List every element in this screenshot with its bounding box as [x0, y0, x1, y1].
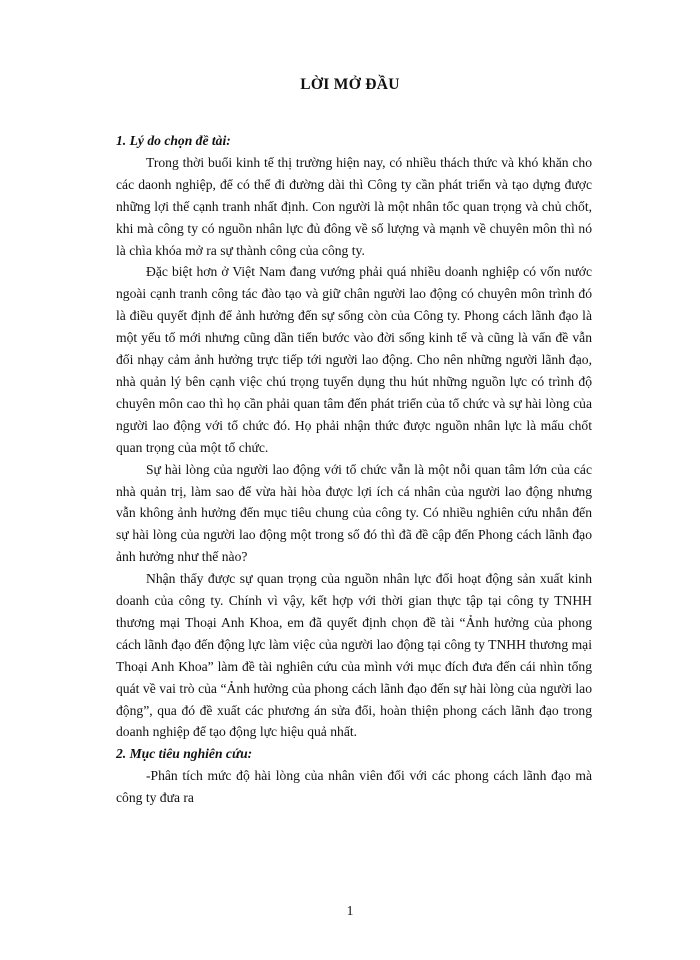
paragraph: Sự hài lòng của người lao động với tổ chức vẫn là một nỗi quan tâm lớn của các nhà quản trị, làm sao để vừa hài hòa được lợi ích cá nhân của người lao động nhưng vẫn không ảnh hưởng đến mục tiêu chung của công ty. Có nhiều nghiên cứu nhắn đến sự hài lòng của người lao động một trong số đó thì đã đề cập đến Phong cách lãnh đạo ảnh hưởng như thế nào?: [116, 461, 592, 565]
paragraph: -Phân tích mức độ hài lòng của nhân viên đối với các phong cách lãnh đạo mà công ty đưa ra: [116, 768, 592, 806]
document-title: LỜI MỞ ĐẦU: [300, 76, 400, 93]
section-heading-objectives: 2. Mục tiêu nghiên cứu:: [116, 746, 253, 762]
document-body: [116, 130, 592, 809]
paragraph: Trong thời buổi kinh tế thị trường hiện nay, có nhiều thách thức và khó khăn cho các daonh nghiệp, để có thể đi đường dài thì Công ty cần phát triển và tạo dựng được những lợi thế cạnh tranh nhất định. Con người là một nhân tốc quan trọng và chủ chốt, khi mà công ty có nguồn nhân lực đủ đông về số lượng và mạnh về chuyên môn thì nó là chìa khóa mở ra sự thành công của công ty.: [116, 154, 592, 258]
page-number: 1: [346, 903, 354, 918]
paragraph: Nhận thấy được sự quan trọng của nguồn nhân lực đối hoạt động sản xuất kinh doanh của công ty. Chính vì vậy, kết hợp với thời gian thực tập tại công ty TNHH thương mại Thoại Anh Khoa, em đã quyết định chọn đề tài “Ảnh hưởng của phong cách lãnh đạo đến động lực làm việc của người lao động tại công ty TNHH thương mại Thoại Anh Khoa” làm đề tài nghiên cứu của mình với mục đích đưa đến cái nhìn tổng quát về vai trò của “Ảnh hưởng của phong cách lãnh đạo đến sự hài lòng của người lao động”, qua đó đề xuất các phương án sửa đổi, hoàn thiện phong cách lãnh đạo trong doanh nghiệp để tạo động lực hiệu quả nhất.: [116, 571, 592, 740]
section-heading-reason: 1. Lý do chọn đề tài:: [116, 133, 231, 148]
paragraph: Đặc biệt hơn ở Việt Nam đang vướng phải quá nhiều doanh nghiệp có vốn nước ngoài cạnh tranh công tác đào tạo và giữ chân người lao động có chuyên môn trình đó là điều quyết định để ảnh hưởng đến sự sống còn của Công ty. Phong cách lãnh đạo là một yếu tố mới nhưng cũng dần tiến bước vào đời sống kinh tế và cũng là vấn đề vẫn đối nhạy cảm ảnh hưởng trực tiếp tới người lao động. Cho nên những người lãnh đạo, nhà quản lý bên cạnh việc chú trọng tuyển dụng thu hút những nguồn lực có trình độ chuyên môn cao thì họ cần phải quan tâm đến phát triển của tổ chức và sự hài lòng của người lao động với tổ chức đó. Họ phải nhận thức được nguồn nhân lực là mấu chốt quan trọng của một tổ chức.: [116, 264, 592, 455]
